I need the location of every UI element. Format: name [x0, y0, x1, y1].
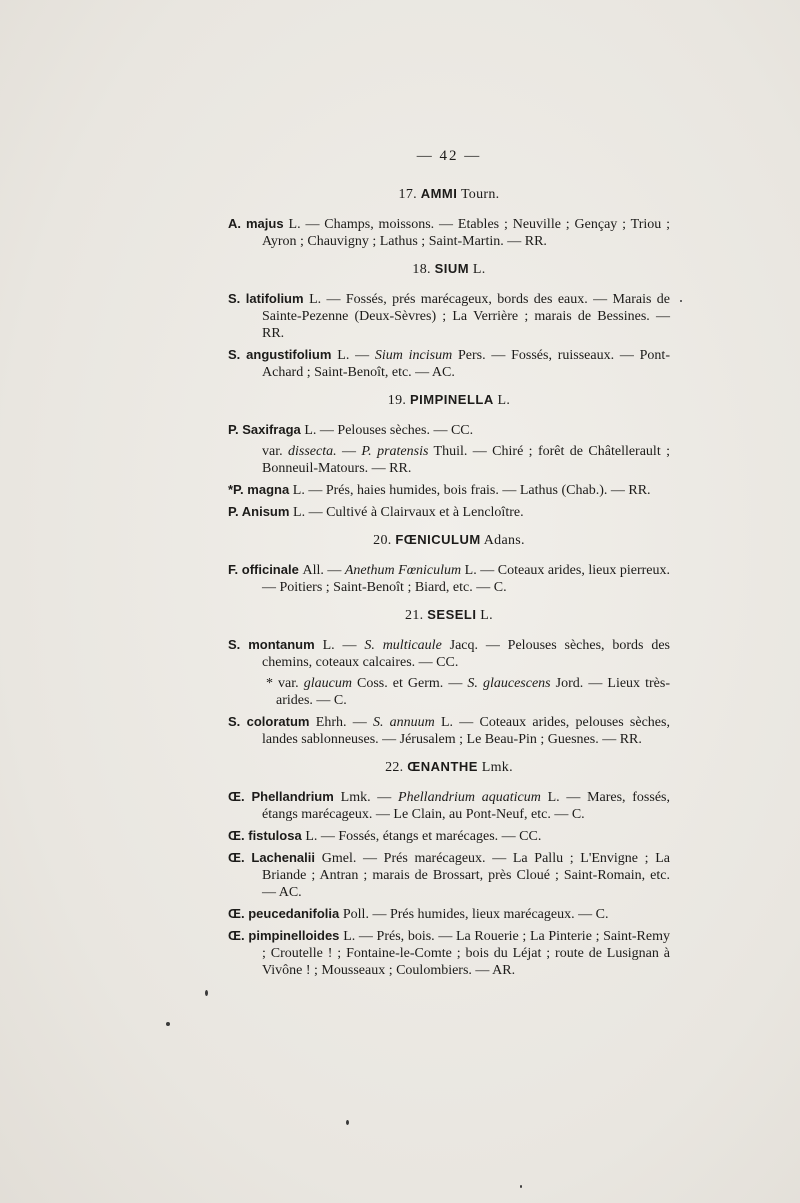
genus-abbreviation: *P. — [228, 482, 248, 497]
entry-text: All. — — [302, 563, 345, 578]
genus-abbreviation: S. — [228, 637, 249, 652]
species-epithet: latifolium — [245, 291, 310, 306]
genus-abbreviation: F. — [228, 562, 242, 577]
genus-author: L. — [469, 262, 486, 277]
species-entry — [228, 788, 670, 823]
entry-text: Poll. — Prés humides, lieux marécageux. — C. — [342, 907, 609, 922]
paper-speck — [166, 1022, 170, 1026]
variety-name: dissecta. — [288, 444, 337, 459]
entry-text: L. — Pelouses sèches. — CC. — [304, 423, 474, 438]
paper-speck — [205, 990, 208, 996]
species-epithet: officinale — [241, 562, 303, 577]
variety-text: Coss. et Germ. — — [351, 676, 468, 691]
species-entry — [228, 905, 670, 923]
species-entry — [228, 503, 670, 521]
variety-synonym: S. glaucescens — [467, 676, 551, 691]
species-entry — [228, 421, 670, 439]
variety-note — [228, 675, 670, 709]
variety-text: Thuil. — Chiré ; forêt de Châtellerault ; Bonneuil-Matours. — RR. — [262, 444, 670, 476]
page-number: — 42 — — [416, 148, 482, 164]
genus-heading — [228, 260, 670, 278]
species-epithet: Phellandrium — [251, 789, 341, 804]
entry-text: Gmel. — Prés marécageux. — La Pallu ; L'Envigne ; La Briande ; Antran ; marais de Brossart, près Cloué ; Saint-Romain, etc. — AC. — [262, 851, 670, 900]
synonym: Phellandrium aquaticum — [398, 790, 541, 805]
genus-number: 22. — [385, 760, 408, 775]
species-epithet: angustifolium — [246, 347, 338, 362]
genus-abbreviation: Œ. — [228, 906, 249, 921]
species-epithet: majus — [245, 216, 289, 231]
genus-heading — [228, 185, 670, 203]
species-epithet: Saxifraga — [242, 422, 305, 437]
species-entry — [228, 215, 670, 250]
paper-speck — [520, 1185, 522, 1188]
species-epithet: Lachenalii — [251, 850, 322, 865]
genus-name: PIMPINELLA — [410, 392, 494, 407]
genus-abbreviation: P. — [228, 422, 243, 437]
species-entry — [228, 561, 670, 596]
genus-author: Adans. — [480, 533, 525, 548]
entry-text: L. — — [337, 348, 375, 363]
paper-speck — [680, 300, 682, 302]
entry-text: Jacq. — Pelouses sèches, bords des chemins, coteaux calcaires. — CC. — [262, 638, 670, 670]
genus-name: ŒNANTHE — [407, 759, 478, 774]
synonym: Anethum Fœniculum — [344, 563, 462, 578]
genus-abbreviation: S. — [228, 714, 247, 729]
species-entry — [228, 927, 670, 979]
entry-text: L. — Fossés, prés marécageux, bords des eaux. — Marais de Sainte-Pezenne (Deux-Sèvres) ; La Verrière ; marais de Bessines. — RR. — [262, 292, 670, 341]
genus-sections — [228, 185, 670, 979]
genus-number: 19. — [387, 393, 410, 408]
variety-text: — — [336, 444, 362, 459]
species-entry — [228, 849, 670, 901]
species-entry — [228, 636, 670, 671]
genus-author: Lmk. — [477, 760, 513, 775]
entry-text: L. — Coteaux arides, pelouses sèches, landes sablonneuses. — Jérusalem ; Le Beau-Pin ; Guesnes. — RR. — [262, 715, 670, 747]
species-epithet: peucedanifolia — [248, 906, 343, 921]
genus-abbreviation: S. — [228, 291, 246, 306]
genus-author: L. — [493, 393, 511, 408]
genus-name: SESELI — [427, 607, 477, 622]
variety-text: Jord. — Lieux très-arides. — C. — [276, 676, 670, 708]
species-entry — [228, 713, 670, 748]
species-entry — [218, 481, 670, 499]
genus-number: 17. — [398, 187, 421, 202]
genus-abbreviation: Œ. — [228, 850, 252, 865]
genus-author: Tourn. — [457, 187, 500, 202]
genus-abbreviation: Œ. — [228, 789, 252, 804]
species-entry — [228, 290, 670, 342]
genus-number: 21. — [405, 608, 428, 623]
entry-text: L. — Champs, moissons. — Etables ; Neuville ; Gençay ; Triou ; Ayron ; Chauvigny ; Lathus ; Saint-Martin. — RR. — [262, 217, 670, 249]
entry-text: L. — Mares, fossés, étangs marécageux. — Le Clain, au Pont-Neuf, etc. — C. — [262, 790, 670, 822]
species-entry — [228, 346, 670, 381]
entry-text: L. — Prés, bois. — La Rouerie ; La Pinterie ; Saint-Remy ; Croutelle ! ; Fontaine-le-Comte ; bois du Léjat ; route de Lusignan à Vivône ! ; Mousseaux ; Coulombiers. — AR. — [262, 929, 671, 978]
species-epithet: coloratum — [246, 714, 316, 729]
species-entry — [228, 827, 670, 845]
genus-number: 20. — [373, 533, 396, 548]
entry-text: L. — Fossés, étangs et marécages. — CC. — [305, 829, 542, 844]
entry-text: Ehrh. — — [315, 715, 373, 730]
genus-abbreviation: P. — [228, 504, 242, 519]
genus-heading — [228, 758, 670, 776]
species-epithet: pimpinelloides — [248, 928, 344, 943]
entry-text: Lmk. — — [340, 790, 399, 805]
entry-text: L. — Coteaux arides, lieux pierreux. — Poitiers ; Saint-Benoît ; Biard, etc. — C. — [262, 563, 671, 595]
variety-synonym: P. pratensis — [361, 444, 429, 459]
genus-author: L. — [476, 608, 493, 623]
genus-abbreviation: Œ. — [228, 828, 249, 843]
species-epithet: montanum — [248, 637, 323, 652]
genus-abbreviation: Œ. — [228, 928, 249, 943]
entry-text: L. — — [322, 638, 365, 653]
species-epithet: fistulosa — [248, 828, 306, 843]
species-epithet: magna — [247, 482, 293, 497]
synonym: S. annuum — [372, 715, 435, 730]
genus-name: AMMI — [420, 186, 458, 201]
genus-name: FŒNICULUM — [395, 532, 481, 547]
variety-note — [228, 443, 670, 477]
synonym: S. multicaule — [364, 638, 442, 653]
variety-name: glaucum — [303, 676, 352, 691]
entry-text: L. — Prés, haies humides, bois frais. — Lathus (Chab.). — RR. — [292, 483, 651, 498]
variety-label: * var. — [266, 676, 304, 691]
species-epithet: Anisum — [241, 504, 294, 519]
genus-heading — [228, 391, 670, 409]
genus-name: SIUM — [434, 261, 470, 276]
genus-number: 18. — [412, 262, 435, 277]
synonym: Sium incisum — [374, 348, 453, 363]
variety-label: var. — [262, 444, 289, 459]
genus-heading — [228, 531, 670, 549]
entry-text: Pers. — Fossés, ruisseaux. — Pont-Achard ; Saint-Benoît, etc. — AC. — [262, 348, 670, 380]
text-column — [228, 148, 670, 983]
genus-abbreviation: A. — [228, 216, 246, 231]
paper-speck — [346, 1120, 349, 1125]
genus-heading — [228, 606, 670, 624]
entry-text: L. — Cultivé à Clairvaux et à Lencloître. — [293, 505, 524, 520]
genus-abbreviation: S. — [228, 347, 247, 362]
